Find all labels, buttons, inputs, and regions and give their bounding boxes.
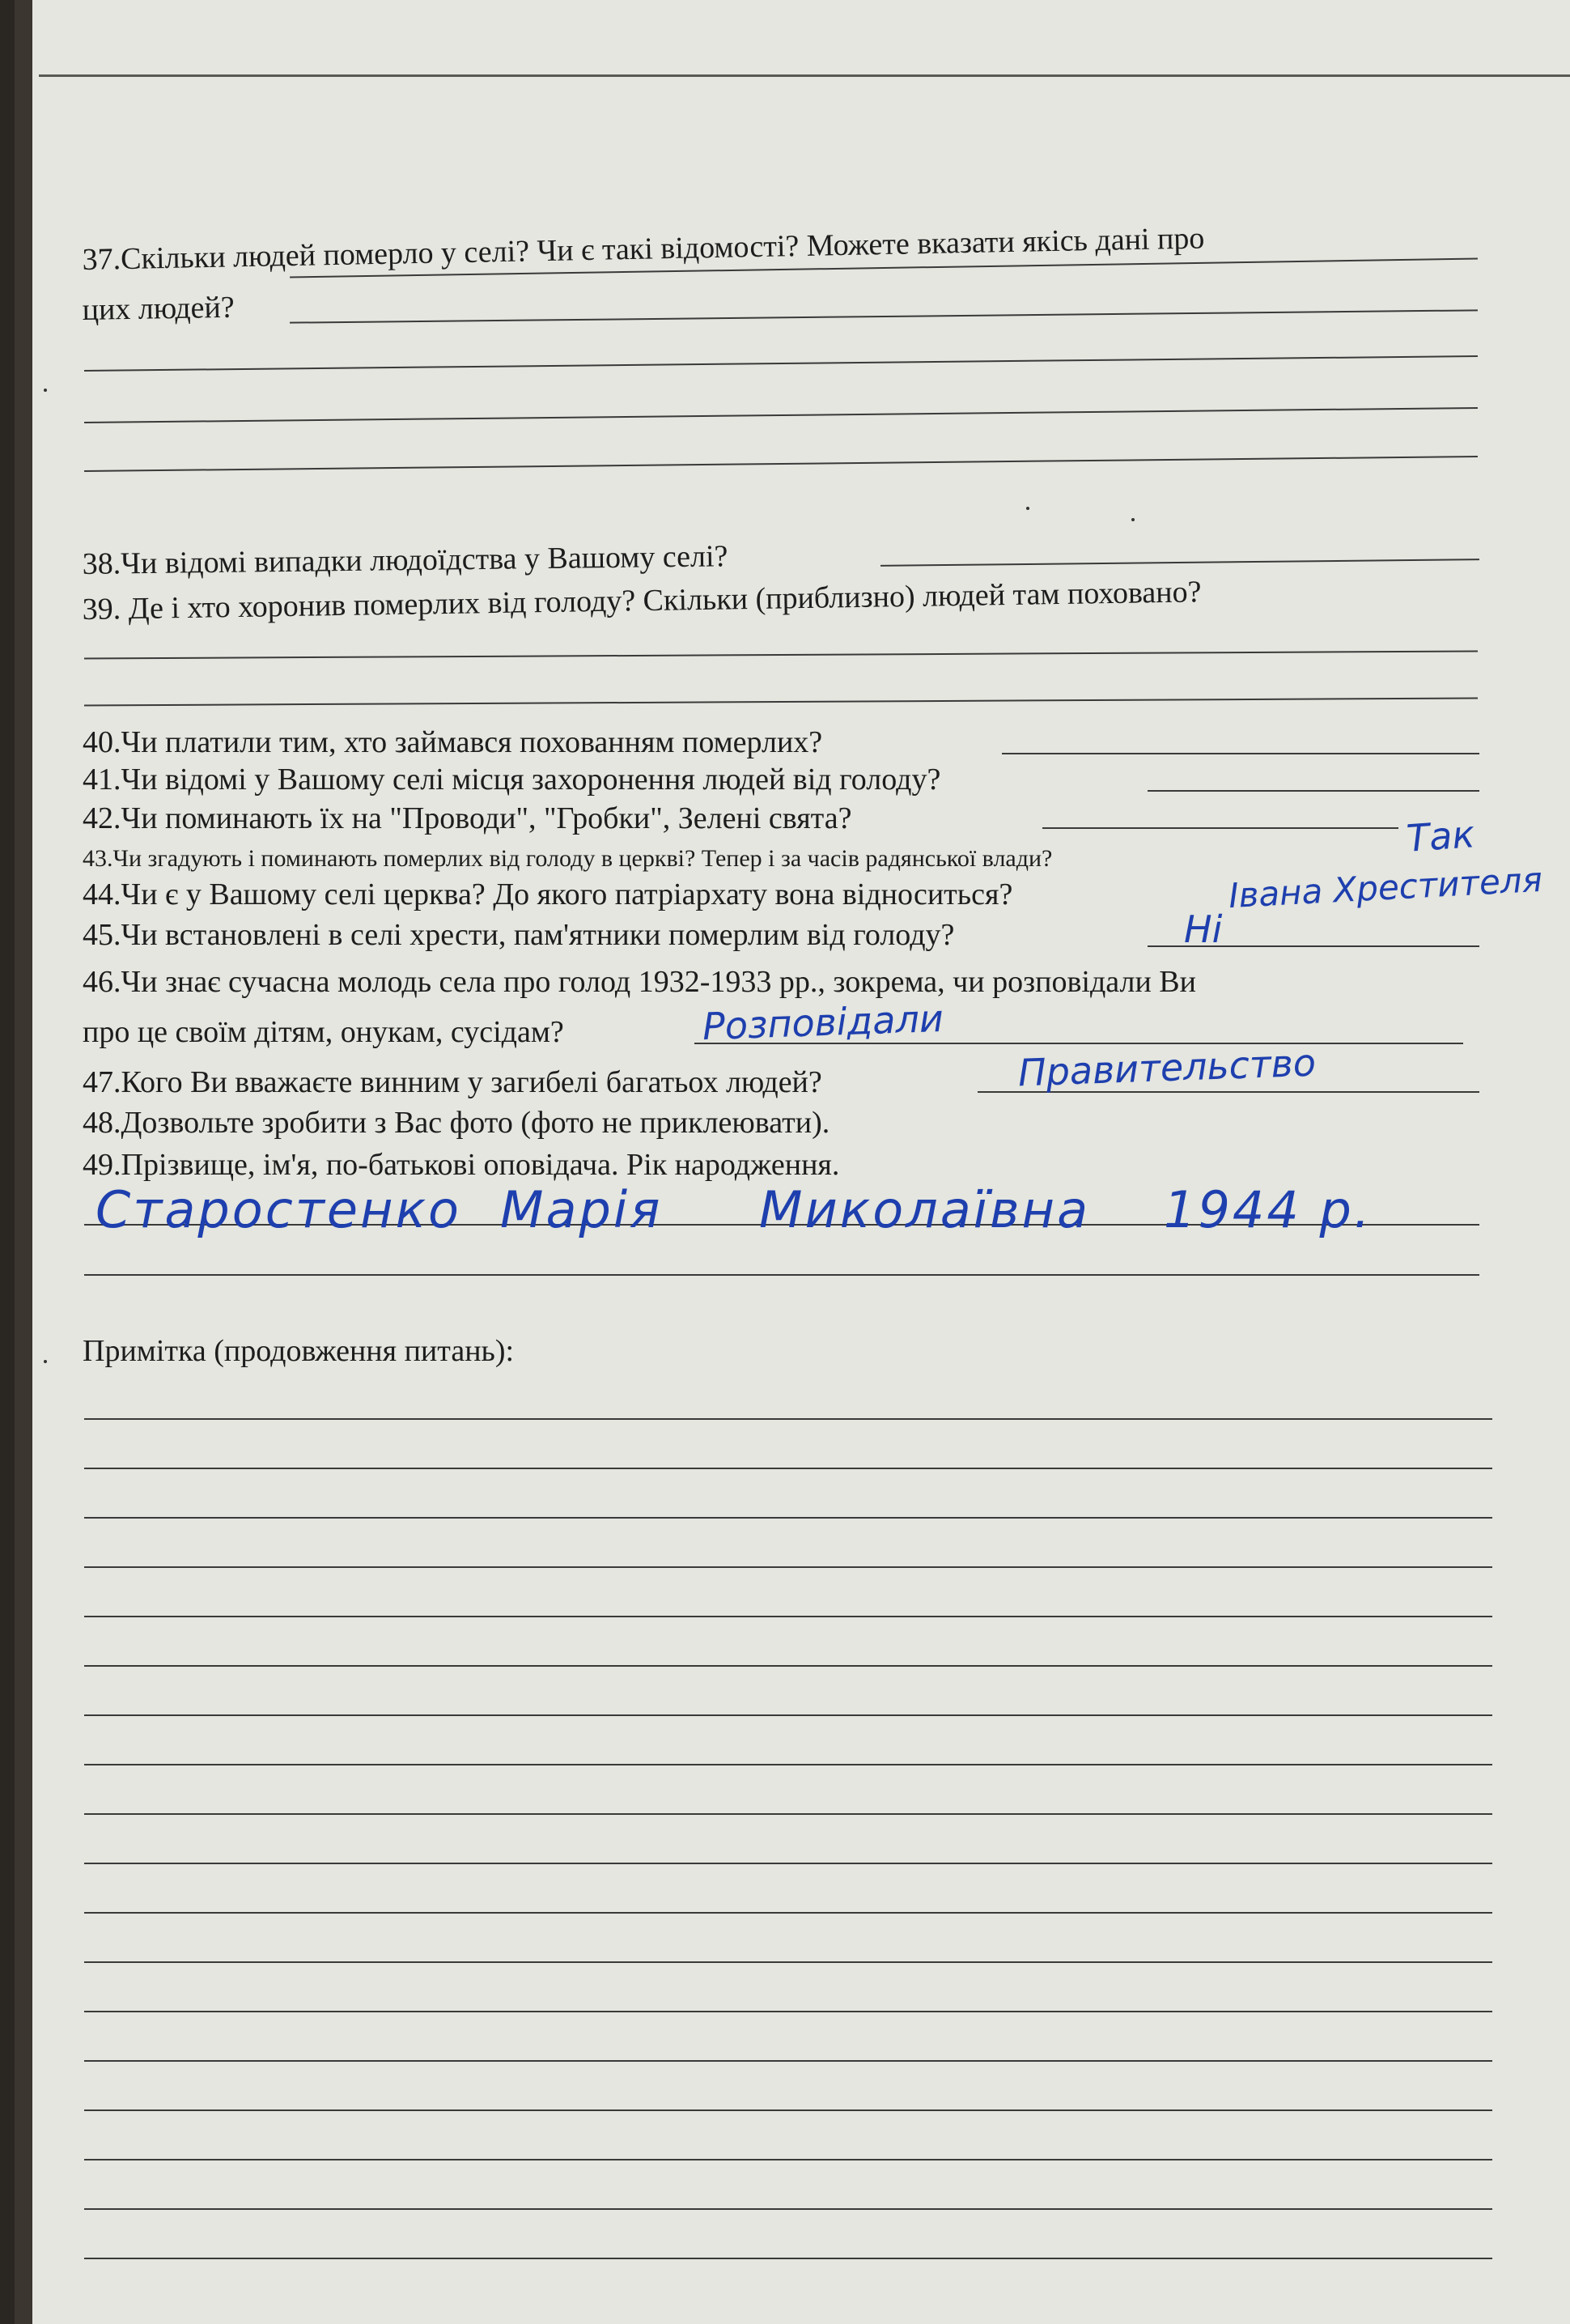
question-38: 38.Чи відомі випадки людоїдства у Вашому селі? <box>82 539 728 581</box>
note-line <box>84 2159 1492 2160</box>
question-43: 43.Чи згадують і поминають померлих від голоду в церкві? Тепер і за часів радянської влади? <box>83 845 1053 872</box>
note-line <box>84 1616 1492 1617</box>
note-line <box>84 2109 1492 2111</box>
answer-line-37-e <box>84 456 1478 472</box>
answer-47-handwritten: Правительство <box>1017 1040 1317 1095</box>
question-46-line-2: про це своїм дітям, онукам, сусідам? <box>83 1015 564 1049</box>
note-line <box>84 1517 1492 1519</box>
speck <box>44 389 47 392</box>
answer-line-37-c <box>84 355 1478 372</box>
question-39: 39. Де і хто хоронив померлих від голоду? Скільки (приблизно) людей там поховано? <box>82 575 1202 627</box>
answer-49-name: Марія <box>500 1180 663 1239</box>
answer-line-38 <box>880 559 1479 567</box>
question-48: 48.Дозвольте зробити з Вас фото (фото не приклеювати). <box>83 1106 830 1140</box>
question-37-line-2: цих людей? <box>82 290 236 327</box>
speck <box>1131 518 1135 521</box>
top-divider <box>39 74 1570 77</box>
answer-44-handwritten: Івана Хрестителя <box>1227 859 1543 916</box>
answer-line-37-b <box>290 309 1478 323</box>
answer-49-patronymic: Миколаївна <box>759 1180 1091 1239</box>
note-line <box>84 1714 1492 1716</box>
note-line <box>84 1468 1492 1469</box>
question-49: 49.Прізвище, ім'я, по-батькові оповідача. Рік народження. <box>83 1148 840 1182</box>
question-40: 40.Чи платили тим, хто займався похованням померлих? <box>83 725 823 759</box>
question-46-line-1: 46.Чи знає сучасна молодь села про голод 1932-1933 рр., зокрема, чи розповідали Ви <box>83 965 1196 999</box>
answer-46-handwritten: Розповідали <box>702 996 944 1049</box>
answer-49-surname: Старостенко <box>95 1180 461 1239</box>
note-line <box>84 1863 1492 1864</box>
question-47: 47.Кого Ви вважаєте винним у загибелі багатьох людей? <box>83 1065 822 1099</box>
question-42: 42.Чи поминають їх на "Проводи", "Гробки", Зелені свята? <box>83 801 852 835</box>
speck <box>44 1360 47 1363</box>
questionnaire-page <box>15 0 1570 2324</box>
question-37-line-1: 37.Скільки людей померло у селі? Чи є такі відомості? Можете вказати якісь дані про <box>82 221 1205 277</box>
note-line <box>84 1764 1492 1765</box>
question-44: 44.Чи є у Вашому селі церква? До якого патріархату вона відноситься? <box>83 877 1013 911</box>
answer-line-49-b <box>84 1274 1479 1276</box>
note-label: Примітка (продовження питань): <box>83 1334 515 1368</box>
note-line <box>84 1566 1492 1568</box>
note-line <box>84 2060 1492 2062</box>
answer-line-41 <box>1148 790 1479 792</box>
answer-49-year: 1944 р. <box>1164 1180 1373 1239</box>
page-binding-edge <box>15 0 32 2324</box>
answer-line-39-a <box>84 650 1478 659</box>
answer-45-handwritten: Ні <box>1184 907 1223 951</box>
answer-line-42 <box>1042 827 1398 829</box>
answer-line-37-d <box>84 407 1478 423</box>
question-41: 41.Чи відомі у Вашому селі місця захоронення людей від голоду? <box>83 763 941 797</box>
note-line <box>84 1418 1492 1420</box>
note-line <box>84 1665 1492 1667</box>
note-line <box>84 1813 1492 1815</box>
question-45: 45.Чи встановлені в селі хрести, пам'ятники померлим від голоду? <box>83 918 955 952</box>
note-line <box>84 1912 1492 1914</box>
answer-line-39-b <box>84 697 1478 706</box>
note-line <box>84 2208 1492 2210</box>
note-line <box>84 2258 1492 2259</box>
speck <box>1026 507 1029 510</box>
note-line <box>84 1961 1492 1963</box>
answer-line-40 <box>1002 753 1479 754</box>
answer-43-handwritten: Так <box>1405 812 1476 860</box>
note-line <box>84 2011 1492 2012</box>
